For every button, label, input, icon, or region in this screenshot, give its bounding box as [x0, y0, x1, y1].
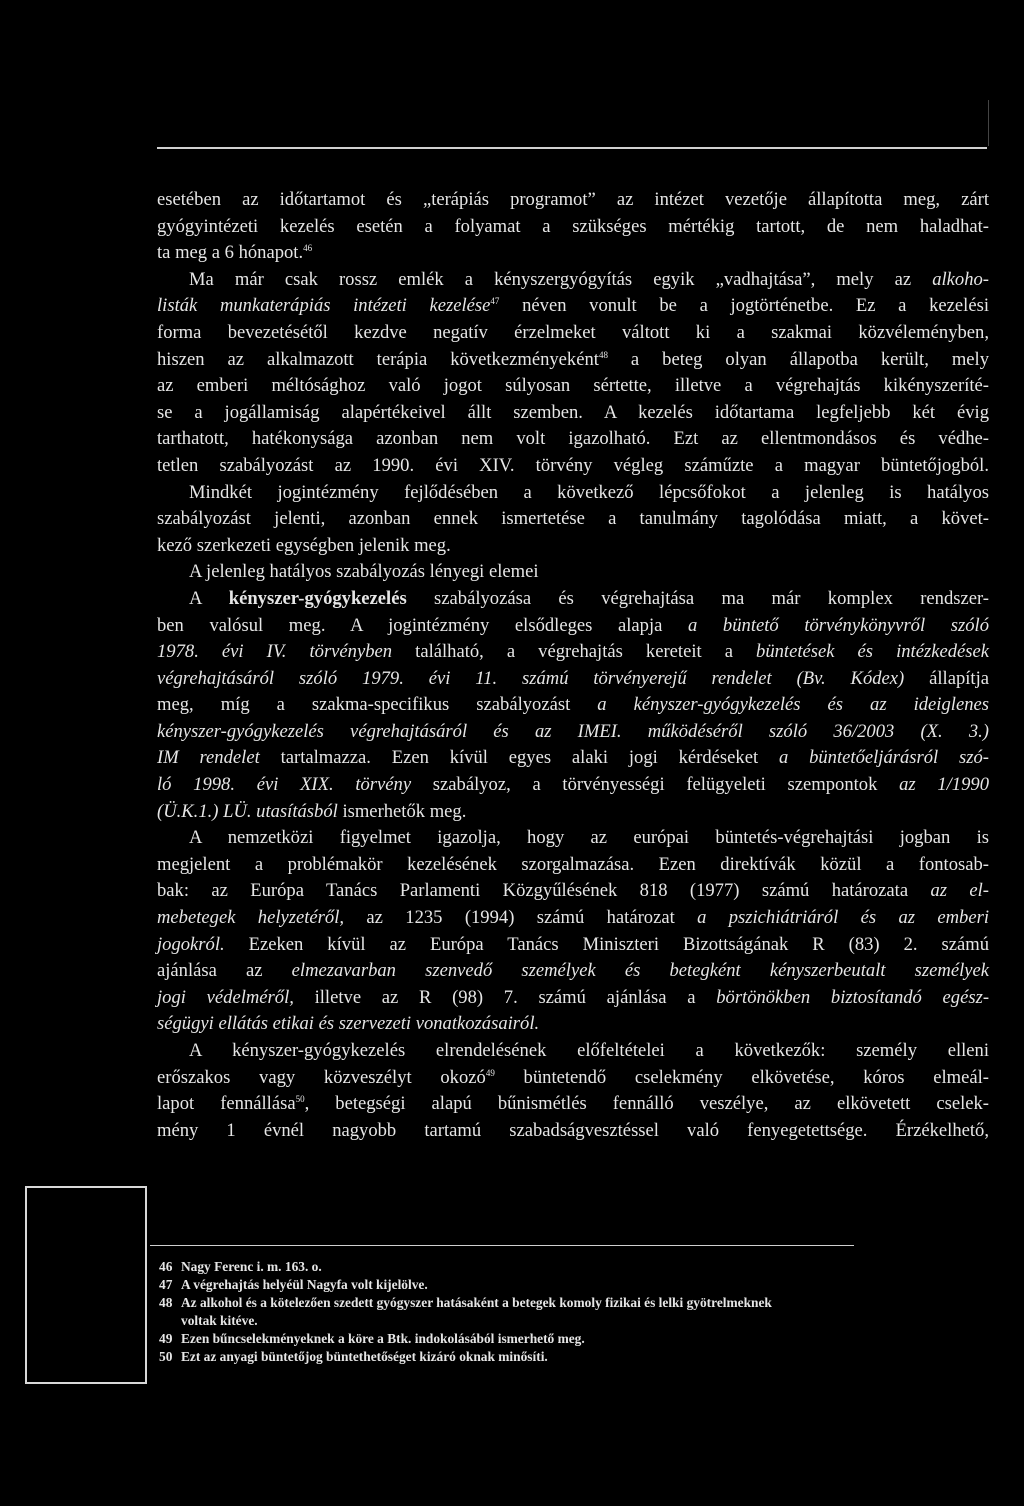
footnote — [159, 1276, 989, 1294]
text-span: ajánlása az — [157, 960, 292, 982]
text-line — [157, 533, 989, 560]
text-span: végrehajtásáról szóló 1979. évi 11. számú törvényerejű rendelet (Bv. Kódex) — [157, 667, 905, 689]
text-line — [157, 586, 989, 613]
text-line — [157, 267, 989, 294]
text-span: szabályozást jelenti, azonban ennek ismertetése a tanulmány tagolódása miatt, a követ- — [157, 508, 989, 530]
text-line — [157, 453, 989, 480]
text-span: bak: az Európa Tanács Parlamenti Közgyűlésének 818 (1977) számú határozata — [157, 880, 931, 902]
text-line — [157, 1118, 989, 1145]
text-span: tetlen szabályozást az 1990. évi XIV. törvény végleg száműzte a magyar büntetőjogból. — [157, 454, 989, 476]
footnote-text: Az alkohol és a kötelezően szedett gyógyszer hatásaként a betegek komoly fizikai és lelki gyötrelmeknek — [181, 1295, 772, 1311]
margin-mark — [988, 100, 989, 146]
text-span: ló 1998. évi XIX. törvény — [157, 774, 412, 796]
text-line — [157, 400, 989, 427]
text-line — [157, 1091, 989, 1118]
text-span: a beteg olyan állapotba került, mely — [607, 348, 989, 370]
text-span: az 1235 (1994) számú határozat — [344, 907, 698, 929]
footnote-rule — [150, 1245, 854, 1246]
footnote-text: A végrehajtás helyéül Nagyfa volt kijelölve. — [181, 1277, 428, 1293]
text-line — [157, 320, 989, 347]
text-line — [157, 1065, 989, 1092]
text-span: tarthatott, hatékonysága azonban nem volt igazolható. Ezt az ellentmondásos és védhe- — [157, 428, 989, 450]
text-span: büntetendő cselekmény elkövetése, kóros elmeál- — [494, 1066, 989, 1088]
text-span: a pszichiátriáról és az emberi — [697, 907, 989, 929]
footnote — [159, 1330, 989, 1348]
text-span: A jelenleg hatályos szabályozás lényegi elemei — [189, 561, 539, 583]
footnote-text: Ezt az anyagi büntetőjog büntethetőséget kizáró oknak minősíti. — [181, 1349, 548, 1365]
text-line — [157, 613, 989, 640]
text-span: megjelent a problémakör kezelésének szorgalmazása. Ezen direktívák közül a fontosab- — [157, 853, 989, 875]
text-span: állapítja — [904, 667, 989, 689]
body-text — [157, 187, 989, 1144]
text-span: szabályozása és végrehajtása ma már komplex rendszer- — [406, 587, 989, 609]
text-span: erőszakos vagy közveszélyt okozó — [157, 1066, 486, 1088]
footnotes — [159, 1258, 989, 1367]
text-span: kényszer-gyógykezelés — [228, 587, 407, 609]
text-span: a büntető törvénykönyvről szóló — [688, 614, 989, 636]
text-span: lapot fennállása — [157, 1093, 296, 1115]
text-line — [157, 426, 989, 453]
text-span: hiszen az alkalmazott terápia következményeként — [157, 348, 599, 370]
text-line — [157, 373, 989, 400]
text-line — [157, 985, 989, 1012]
header-rule — [157, 147, 987, 149]
text-span: illetve az R (98) 7. számú ajánlása a — [293, 986, 717, 1008]
text-span: szabályoz, a törvényességi felügyeleti szempontok — [411, 774, 900, 796]
text-span: ben valósul meg. A jogintézmény elsődleges alapja — [157, 614, 689, 636]
text-line — [157, 293, 989, 320]
text-span: az el- — [930, 880, 990, 902]
text-span: ta meg a 6 hónapot. — [157, 242, 304, 264]
text-line — [157, 347, 989, 374]
text-line — [157, 506, 989, 533]
text-span: jogokról. — [157, 933, 225, 955]
footnote-ref: 50 — [295, 1094, 305, 1105]
text-line — [157, 799, 989, 826]
text-span: , betegségi alapú bűnismétlés fennálló veszélye, az elkövetett cselek- — [304, 1093, 989, 1115]
text-line — [157, 1011, 989, 1038]
text-span: meg, míg a szakma-specifikus szabályozást — [157, 694, 598, 716]
text-span: mény 1 évnél nagyobb tartamú szabadságvesztéssel való fenyegetettsége. Érzékelhető, — [157, 1119, 989, 1141]
footnote-number: 48 — [159, 1295, 173, 1311]
text-span: forma bevezetésétől kezdve negatív érzelmeket váltott ki a szakmai közvéleményben, — [157, 321, 989, 343]
section-heading — [157, 559, 989, 586]
text-span: elmezavarban szenvedő személyek és betegként kényszerbeutalt személyek — [291, 960, 989, 982]
footnote-number: 49 — [159, 1331, 173, 1347]
text-span: gyógyintézeti kezelés esetén a folyamat a szükséges mértékig tartott, de nem haladhat- — [157, 215, 989, 237]
text-span: büntetések és intézkedések — [756, 641, 990, 663]
text-line — [157, 639, 989, 666]
text-span: A kényszer-gyógykezelés elrendelésének előfeltételei a következők: személy elleni — [189, 1040, 989, 1061]
text-line — [157, 187, 989, 214]
text-span: IM rendelet — [157, 747, 260, 769]
text-line — [157, 214, 989, 241]
footnote-ref: 49 — [485, 1067, 495, 1078]
text-span: Ezeken kívül az Európa Tanács Miniszteri Bizottságának R (83) 2. számú — [224, 933, 989, 955]
text-span: esetében az időtartamot és „terápiás programot” az intézet vezetője állapította meg, zárt — [157, 189, 989, 210]
footnote-number: 47 — [159, 1277, 173, 1293]
footnote-number: 46 — [159, 1259, 173, 1274]
text-line — [157, 958, 989, 985]
text-line — [157, 878, 989, 905]
footnote-number: 50 — [159, 1349, 173, 1365]
text-line — [157, 905, 989, 932]
text-span: se a jogállamiság alapértékeivel állt szemben. A kezelés időtartama legfeljebb két évig — [157, 401, 989, 423]
text-span: listák munkaterápiás intézeti kezelése — [157, 295, 491, 317]
text-span: ismerhetők meg. — [337, 800, 467, 822]
text-line — [157, 745, 989, 772]
text-line — [157, 825, 989, 852]
text-span: ségügyi ellátás etikai és szervezeti vonatkozásairól. — [157, 1013, 540, 1035]
text-span: a büntetőeljárásról szó- — [778, 747, 990, 769]
footnote — [159, 1348, 989, 1366]
text-span: alkoho- — [932, 268, 989, 290]
text-span: 1978. évi IV. törvényben — [157, 641, 393, 663]
text-span: tartalmazza. Ezen kívül egyes alaki jogi kérdéseket — [259, 747, 779, 769]
text-span: kező szerkezeti egységben jelenik meg. — [157, 534, 451, 556]
footnote-ref: 46 — [303, 243, 313, 254]
text-span: néven vonult be a jogtörténetbe. Ez a kezelési — [499, 295, 989, 317]
footnote-text: voltak kitéve. — [181, 1313, 258, 1329]
text-span: kényszer-gyógykezelés végrehajtásáról és az IMEI. működéséről szóló 36/2003 (X. 3.) — [157, 720, 989, 742]
text-span: (Ü.K.1.) LÜ. utasításból — [157, 800, 338, 822]
footnote — [159, 1294, 989, 1312]
text-line — [157, 692, 989, 719]
footnote-text: Ezen bűncselekményeknek a köre a Btk. indokolásából ismerhető meg. — [181, 1331, 585, 1347]
text-span: A — [189, 587, 229, 609]
text-span: az emberi méltósághoz való jogot súlyosan sértette, illetve a végrehajtás kikényszeríté- — [157, 375, 989, 397]
text-span: Mindkét jogintézmény fejlődésében a következő lépcsőfokot a jelenleg is hatályos — [189, 481, 989, 503]
text-line — [157, 240, 989, 267]
text-line — [157, 772, 989, 799]
text-span: az 1/1990 — [899, 774, 989, 796]
text-span: A nemzetközi figyelmet igazolja, hogy az európai büntetés-végrehajtási jogban is — [189, 827, 989, 849]
text-span: mebetegek helyzetéről, — [157, 907, 345, 929]
text-line — [157, 480, 989, 507]
text-line — [157, 852, 989, 879]
footnote-ref: 47 — [490, 296, 500, 307]
text-span: börtönökben biztosítandó egész- — [716, 986, 990, 1008]
margin-box — [25, 1186, 147, 1384]
text-span: Ma már csak rossz emlék a kényszergyógyítás egyik „vadhajtása”, mely az — [189, 268, 933, 290]
text-line — [157, 1038, 989, 1065]
text-span: a kényszer-gyógykezelés és az ideiglenes — [597, 694, 989, 716]
footnote-ref: 48 — [598, 349, 608, 360]
footnote — [159, 1258, 989, 1276]
footnote-continuation — [159, 1312, 989, 1330]
text-line — [157, 719, 989, 746]
text-span: jogi védelméről, — [157, 986, 294, 1008]
text-span: található, a végrehajtás kereteit a — [392, 641, 757, 663]
text-line — [157, 666, 989, 693]
footnote-text: Nagy Ferenc i. m. 163. o. — [181, 1259, 322, 1274]
text-line — [157, 932, 989, 959]
